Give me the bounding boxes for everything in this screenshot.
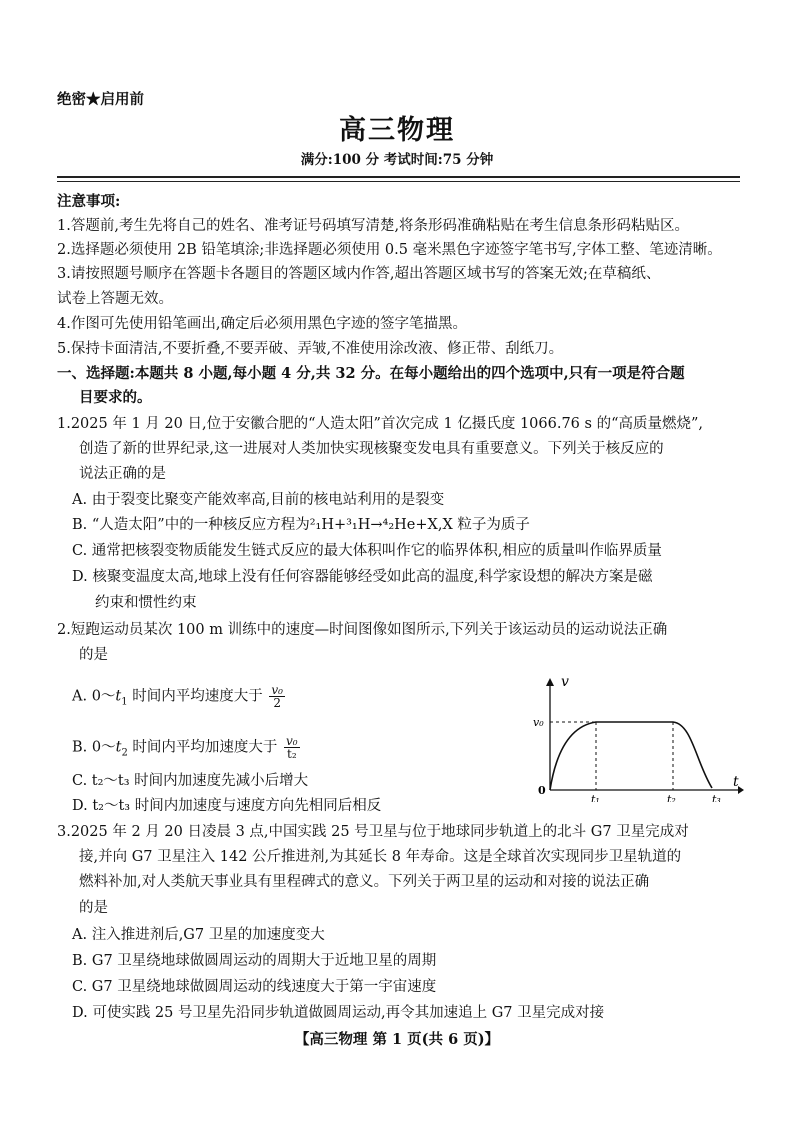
notice-item: 1.答题前,考生先将自己的姓名、准考证号码填写清楚,将条形码准确粘贴在考生信息条形码粘贴区。 — [57, 218, 690, 234]
q1-stem: 说法正确的是 — [79, 466, 166, 482]
q3-stem: 燃料补加,对人类航天事业具有里程碑式的意义。下列关于两卫星的运动和对接的说法正确 — [79, 874, 650, 890]
v-axis-label: v — [561, 674, 569, 690]
q2-option-a: A. $0\sim t_1$ 时间内平均速度大于 $\frac{\text{v₀}}{2}$ — [72, 683, 283, 710]
exam-info: 满分:100 分 考试时间:75 分钟 — [300, 152, 494, 168]
q1-option-c: C. 通常把核裂变物质能发生链式反应的最大体积叫作它的临界体积,相应的质量叫作临界质量 — [72, 543, 662, 559]
t1-label: t₁ — [591, 793, 600, 802]
section-heading-continued: 目要求的。 — [79, 389, 152, 406]
q3-option-b: B. G7 卫星绕地球做圆周运动的周期大于近地卫星的周期 — [72, 953, 437, 969]
velocity-time-graph — [530, 672, 745, 802]
section-heading: 一、选择题:本题共 8 小题,每小题 4 分,共 32 分。在每小题给出的四个选项中,只有一项是符合题 — [57, 365, 685, 382]
q3-option-d: D. 可使实践 25 号卫星先沿同步轨道做圆周运动,再令其加速追上 G7 卫星完成对接 — [72, 1005, 605, 1021]
v0-label: v₀ — [533, 716, 544, 729]
t2-label: t₂ — [667, 793, 676, 802]
page-footer: 【高三物理 第 1 页(共 6 页)】 — [294, 1031, 500, 1048]
q2-option-c: C. t₂～t₃ 时间内加速度先减小后增大 — [72, 773, 309, 789]
q1-option-d-continued: 约束和惯性约束 — [95, 595, 197, 611]
fraction: $\frac{\text{v₀}}{\text{t₂}}$ — [286, 734, 298, 761]
q3-option-c: C. G7 卫星绕地球做圆周运动的线速度大于第一宇宙速度 — [72, 979, 437, 995]
header-rule-thin — [57, 181, 740, 182]
q1-option-b: B. “人造太阳”中的一种核反应方程为²₁H+³₁H→⁴₂He+X,X 粒子为质子 — [72, 517, 530, 533]
q2-stem: 的是 — [79, 647, 108, 663]
confidential-label: 绝密★启用前 — [57, 91, 144, 108]
notice-item: 2.选择题必须使用 2B 铅笔填涂;非选择题必须使用 0.5 毫米黑色字迹签字笔书写,字体工整、笔迹清晰。 — [57, 242, 722, 258]
notice-item: 3.请按照题号顺序在答题卡各题目的答题区域内作答,超出答题区域书写的答案无效;在草稿纸、 — [57, 266, 661, 282]
notice-item-continued: 试卷上答题无效。 — [57, 291, 173, 307]
t-axis-label: t — [733, 774, 739, 790]
v-axis-arrow — [546, 678, 554, 686]
velocity-curve — [550, 722, 712, 790]
q2-option-b: B. $0\sim t_2$ 时间内平均加速度大于 $\frac{\text{v₀}}{\text{t₂}}$ — [72, 734, 298, 761]
q3-stem: 的是 — [79, 900, 108, 916]
notice-item: 5.保持卡面清洁,不要折叠,不要弄破、弄皱,不准使用涂改液、修正带、刮纸刀。 — [57, 341, 564, 357]
origin-label: 0 — [538, 784, 546, 797]
q3-stem: 3.2025 年 2 月 20 日凌晨 3 点,中国实践 25 号卫星与位于地球同步轨道上的北斗 G7 卫星完成对 — [57, 824, 689, 840]
notice-heading: 注意事项: — [57, 193, 121, 210]
notice-item: 4.作图可先使用铅笔画出,确定后必须用黑色字迹的签字笔描黑。 — [57, 316, 467, 332]
t3-label: t₃ — [712, 793, 721, 802]
page-title: 高三物理 — [339, 115, 455, 146]
t-axis-arrow — [738, 786, 744, 794]
q1-stem: 创造了新的世界纪录,这一进展对人类加快实现核聚变发电具有重要意义。下列关于核反应的 — [79, 441, 664, 457]
q1-option-a: A. 由于裂变比聚变产能效率高,目前的核电站利用的是裂变 — [72, 492, 445, 508]
q2-stem: 2.短跑运动员某次 100 m 训练中的速度—时间图像如图所示,下列关于该运动员的运动说法正确 — [57, 622, 668, 638]
q3-option-a: A. 注入推进剂后,G7 卫星的加速度变大 — [72, 927, 325, 943]
q2-option-d: D. t₂～t₃ 时间内加速度与速度方向先相同后相反 — [72, 798, 382, 814]
q1-option-d: D. 核聚变温度太高,地球上没有任何容器能够经受如此高的温度,科学家设想的解决方案是磁 — [72, 569, 653, 585]
q3-stem: 接,并向 G7 卫星注入 142 公斤推进剂,为其延长 8 年寿命。这是全球首次实现同步卫星轨道的 — [79, 849, 682, 865]
fraction: $\frac{\text{v₀}}{2}$ — [271, 683, 283, 710]
q1-stem: 1.2025 年 1 月 20 日,位于安徽合肥的“人造太阳”首次完成 1 亿摄氏度 1066.76 s 的“高质量燃烧”, — [57, 416, 703, 432]
header-rule-thick — [57, 176, 740, 178]
